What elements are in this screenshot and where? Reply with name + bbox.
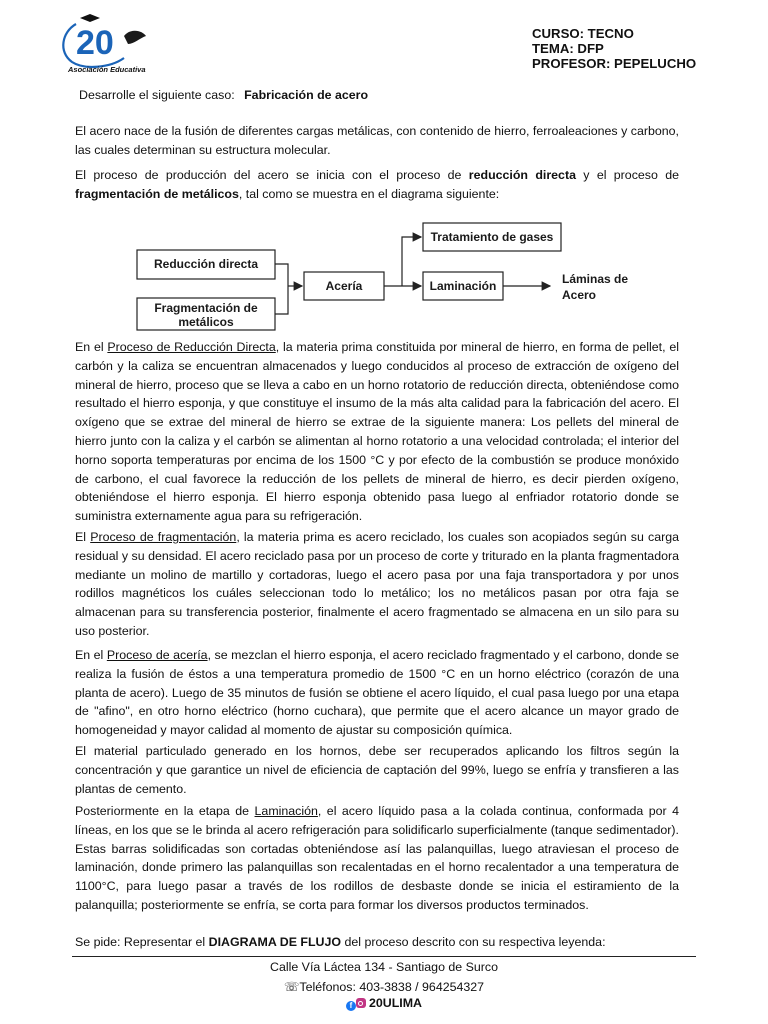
p2-bold-reduccion: reducción directa xyxy=(468,168,576,182)
task-line xyxy=(75,935,606,949)
curso-label: CURSO: TECNO xyxy=(532,26,634,41)
intro-line xyxy=(79,88,368,102)
p2-text-e: , tal como se muestra en el diagrama siguiente: xyxy=(238,186,500,201)
phones-text: Teléfonos: 403-3838 / 964254327 xyxy=(299,980,485,994)
instagram-icon xyxy=(356,998,366,1008)
p4-underlined: Proceso de fragmentación xyxy=(90,530,237,544)
paragraph-process xyxy=(75,166,679,203)
p2-text-c: y el proceso de xyxy=(575,168,679,182)
graduation-cap-icon xyxy=(80,14,100,22)
p4-text-a: El xyxy=(75,530,91,544)
tema-label: TEMA: DFP xyxy=(532,41,604,56)
paragraph-intro: El acero nace de la fusión de diferentes cargas metálicas, con contenido de hierro, ferroaleaciones y carbono, las cuales determinan su estructura molecular. xyxy=(75,124,679,157)
label-laminas-2: Acero xyxy=(562,288,597,302)
label-laminacion: Laminación xyxy=(429,279,497,293)
logo-number: 20 xyxy=(76,24,114,62)
p3-text-b: , la materia prima constituida por mineral de hierro, en forma de pellet, el carbón y la caliza se encuentran almacenados y luego conducidos al proceso de extracción de oxígeno del mineral de hierro, proceso que se lleva a cabo en un horno rotatorio de reducción directa, obteniéndose como resultado el hierro esponja, y que constituye el insumo de la más alta calidad para la fabricación del acero. El oxígeno que se extrae del mineral de hierro se extrae de la siguiente manera: Los pellets del mineral de hierro junto con la caliza y el carbón se alimentan al horno rotatorio a una velocidad controlada; el interior del horno soporta temperaturas por encima de los 1500 °C y por efecto de la combustión se produce monóxido de carbono, el cual favorece la reducción de los pellets de mineral de hierro, es decir pierden oxígeno, obteniéndose el hierro esponja. El hierro esponja obtenido pasa luego al enfriador rotatorio donde se suministra externamente agua para su refrigeración. xyxy=(75,340,679,524)
p5-text-a: En el xyxy=(75,648,107,662)
task-text-a: Se pide: Representar el xyxy=(75,935,209,949)
p3-text-a: En el xyxy=(75,340,108,354)
p5-text-b: , se mezclan el hierro esponja, el acero reciclado fragmentado y el carbono, donde se realiza la fusión de éstos a una temperatura promedio de 1500 °C en un horno eléctrico (corazón de una planta de acero). Luego de 35 minutos de fusión se obtiene el acero líquido, el cual pasa luego por una etapa de "afino", en otro horno eléctrico (horno cuchara), que permite que el acero alcance un mayor grado de homogeneidad y mayor calidad al momento de ajustar su composición química. xyxy=(75,648,680,738)
label-reduccion-directa: Reducción directa xyxy=(153,257,259,271)
bird-icon xyxy=(124,31,146,44)
p3-underlined: Proceso de Reducción Directa xyxy=(107,340,276,354)
paragraph-fragmentacion xyxy=(75,528,679,641)
social-handle: 20ULIMA xyxy=(368,996,422,1010)
paragraph-reduccion xyxy=(75,338,679,526)
p2-bold-fragmentacion: fragmentación de metálicos xyxy=(75,186,239,201)
p7-underlined: Laminación xyxy=(254,804,318,818)
label-fragmentacion-1: Fragmentación de xyxy=(154,301,258,315)
label-aceria: Acería xyxy=(325,279,363,293)
header-info xyxy=(532,26,696,71)
profesor-label: PROFESOR: PEPELUCHO xyxy=(532,56,697,71)
phone-icon: ☏ xyxy=(283,980,300,994)
logo-text: Asociación Educativa xyxy=(68,65,146,74)
logo xyxy=(58,14,150,76)
p5-underlined: Proceso de acería xyxy=(106,648,208,662)
footer-address: Calle Vía Láctea 134 - Santiago de Surco xyxy=(270,960,498,974)
paragraph-laminacion xyxy=(75,802,679,915)
footer-phones xyxy=(0,979,768,994)
process-diagram xyxy=(130,222,650,332)
footer-divider xyxy=(72,956,696,957)
label-laminas-1: Láminas de xyxy=(562,272,629,286)
p7-text-b: , el acero líquido pasa a la colada continua, conformada por 4 líneas, en los que se le brinda al acero refrigeración para solidificarlo superficialmente (tanque sedimentador). Estas barras solidificadas son cortadas obteniéndose así las palanquillas, luego atraviesan el proceso de laminación, donde primero las palanquillas son recalentadas en el horno recalentador a una temperatura de 1100°C, para luego pasar a través de los rodillos de desbaste donde se inicia el estiramiento de la palanquilla; posteriormente se enfría, se corta para formar los diversos productos terminados. xyxy=(75,804,679,912)
p7-text-a: Posteriormente en la etapa de xyxy=(75,804,255,818)
arrow-to-tratamiento xyxy=(402,237,421,286)
label-fragmentacion-2: metálicos xyxy=(178,315,234,329)
paragraph-particulado: El material particulado generado en los hornos, debe ser recuperados aplicando los filtros según la concentración y que garantice un nivel de eficiencia de captación del 99%, luego se enfría y transfieren a las plantas de cemento. xyxy=(75,744,679,796)
intro-label: Desarrolle el siguiente caso: xyxy=(79,88,235,102)
connector-inputs xyxy=(275,264,288,314)
task-text-c: del proceso descrito con su respectiva leyenda: xyxy=(341,935,606,949)
p4-text-b: , la materia prima es acero reciclado, los cuales son acopiados según su carga residual y su densidad. El acero reciclado pasa por un proceso de corte y triturado en la planta fragmentadora mediante un molino de martillo y cortadoras, luego el acero pasa por una faja transportadora y por unos rodillos magnéticos los cuáles seleccionan todo lo metálico; los no metálicos pasan por otra faja se almacenan para su transferencia posterior, finalmente el acero fragmentado se almacena en un silo para su uso posterior. xyxy=(75,530,680,638)
case-title: Fabricación de acero xyxy=(244,88,369,102)
footer-social xyxy=(0,996,768,1011)
p2-text-a: El proceso de producción del acero se inicia con el proceso de xyxy=(75,168,469,182)
paragraph-aceria xyxy=(75,646,679,740)
label-tratamiento-gases: Tratamiento de gases xyxy=(430,230,554,244)
facebook-icon: f xyxy=(346,1001,356,1011)
task-bold: DIAGRAMA DE FLUJO xyxy=(208,935,342,949)
